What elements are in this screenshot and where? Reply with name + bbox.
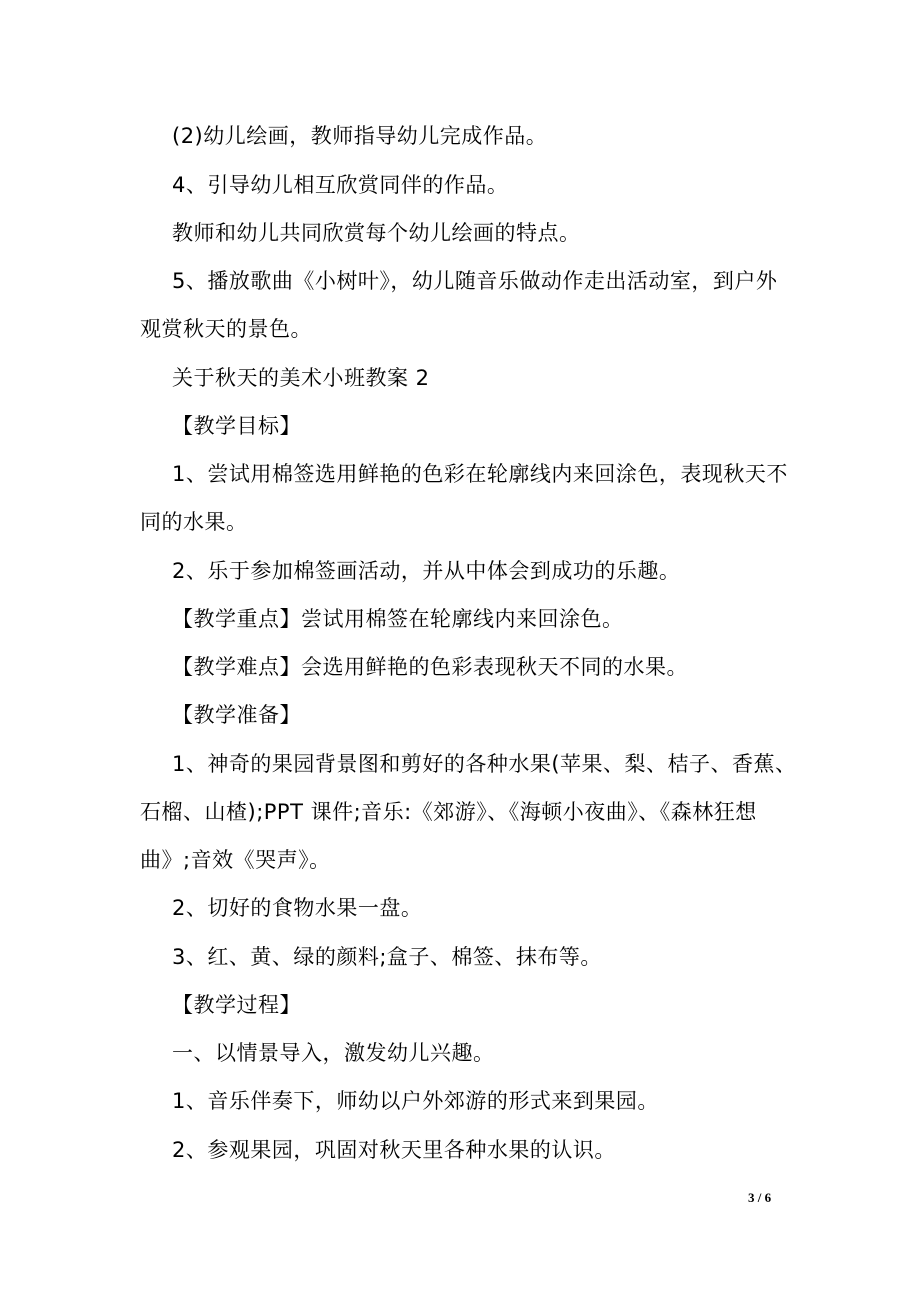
- paragraph-line: 【教学重点】尝试用棉签在轮廓线内来回涂色。: [172, 607, 624, 631]
- paragraph-line: 同的水果。: [140, 510, 248, 534]
- paragraph-line: 1、尝试用棉签选用鲜艳的色彩在轮廓线内来回涂色，表现秋天不: [172, 462, 788, 486]
- paragraph-line: 2、乐于参加棉签画活动，并从中体会到成功的乐趣。: [172, 559, 681, 583]
- paragraph-line: 5、播放歌曲《小树叶》，幼儿随音乐做动作走出活动室，到户外: [172, 269, 778, 293]
- paragraph-line: 2、参观果园，巩固对秋天里各种水果的认识。: [172, 1138, 616, 1162]
- paragraph-line: 1、音乐伴奏下，师幼以户外郊游的形式来到果园。: [172, 1089, 659, 1113]
- section-heading: 【教学准备】: [172, 703, 301, 727]
- paragraph-line: 2、切好的食物水果一盘。: [172, 896, 423, 920]
- paragraph-line: 观赏秋天的景色。: [140, 317, 312, 341]
- paragraph-line: (2)幼儿绘画，教师指导幼儿完成作品。: [172, 124, 548, 148]
- paragraph-line: 3、红、黄、绿的颜料;盒子、棉签、抹布等。: [172, 945, 602, 969]
- section-heading: 【教学过程】: [172, 993, 301, 1017]
- paragraph-line: 【教学难点】会选用鲜艳的色彩表现秋天不同的水果。: [172, 655, 688, 679]
- paragraph-line: 一、以情景导入，激发幼儿兴趣。: [172, 1041, 495, 1065]
- section-heading: 关于秋天的美术小班教案 2: [172, 366, 430, 390]
- section-heading: 【教学目标】: [172, 414, 301, 438]
- paragraph-line: 石榴、山楂);PPT 课件;音乐:《郊游》、《海顿小夜曲》、《森林狂想: [140, 800, 757, 824]
- page-number: 3 / 6: [748, 1190, 772, 1205]
- paragraph-line: 4、引导幼儿相互欣赏同伴的作品。: [172, 173, 509, 197]
- paragraph-line: 1、神奇的果园背景图和剪好的各种水果(苹果、梨、桔子、香蕉、: [172, 752, 797, 776]
- paragraph-line: 曲》;音效《哭声》。: [140, 848, 331, 872]
- paragraph-line: 教师和幼儿共同欣赏每个幼儿绘画的特点。: [172, 221, 581, 245]
